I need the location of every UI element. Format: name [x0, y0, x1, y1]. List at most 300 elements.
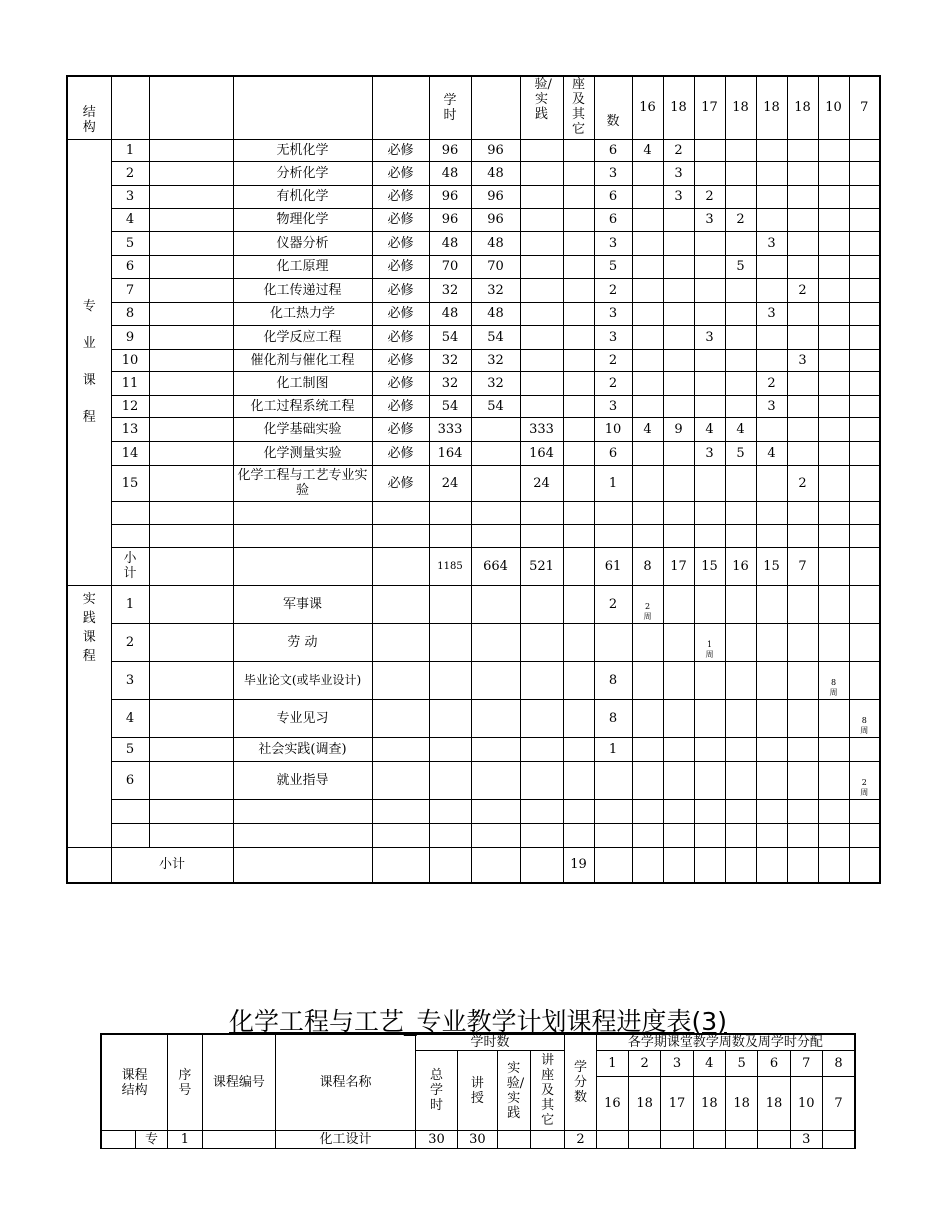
course-type: 必修: [372, 161, 429, 185]
semester-hours: 4: [694, 417, 725, 441]
course-name: 无机化学: [233, 139, 372, 161]
experiment-hours: [520, 278, 563, 302]
semester-weeks: [818, 585, 849, 623]
week-count: 17: [661, 1077, 693, 1131]
other-hours: [563, 185, 594, 208]
course-name: 化工热力学: [233, 302, 372, 325]
other-hours: [563, 441, 594, 465]
semester-hours: [725, 325, 756, 349]
semester-hours: [818, 231, 849, 255]
semester-hours: [694, 349, 725, 371]
course-type: 必修: [372, 465, 429, 501]
semester-hours: [818, 278, 849, 302]
other-hours: [563, 547, 594, 585]
semester-hours: [818, 139, 849, 161]
credits: 6: [594, 185, 632, 208]
semester-number: 3: [661, 1051, 693, 1077]
semester-weeks: [725, 585, 756, 623]
semester-hours: [756, 255, 787, 278]
semester-weeks: [663, 661, 694, 699]
semester-weeks: [849, 661, 880, 699]
semester-hours: [849, 302, 880, 325]
credits: 2: [565, 1131, 596, 1149]
semester-weeks: [663, 623, 694, 661]
week-duration: 1周: [705, 639, 714, 659]
semester-hours: [849, 349, 880, 371]
semester-hours: [818, 325, 849, 349]
week-count: 7: [822, 1077, 855, 1131]
experiment-hours: [520, 185, 563, 208]
lecture-hours: [471, 623, 520, 661]
course-type: [372, 699, 429, 737]
week-duration: 2周: [860, 777, 869, 797]
semester-hours: [694, 395, 725, 417]
week-duration: 8周: [829, 677, 838, 697]
experiment-hours: [520, 371, 563, 395]
semester-hours: 2: [725, 208, 756, 231]
semester-hours: 4: [632, 417, 663, 441]
subtotal-semester-hours: 15: [694, 547, 725, 585]
semester-weeks: [663, 761, 694, 799]
credits: 8: [594, 699, 632, 737]
semester-hours: [663, 278, 694, 302]
semester-hours: [663, 325, 694, 349]
lecture-hours: 54: [471, 395, 520, 417]
total-hours: 54: [429, 325, 471, 349]
semester-hours: [694, 231, 725, 255]
course-code: [149, 623, 233, 661]
semester-weeks: [756, 761, 787, 799]
course-type: [372, 761, 429, 799]
semester-hours: [849, 325, 880, 349]
course-type: 必修: [372, 231, 429, 255]
semester-hours: [694, 139, 725, 161]
total-hours: [429, 623, 471, 661]
semester-number: 5: [725, 1051, 757, 1077]
semester-hours: [818, 395, 849, 417]
table-row: [67, 699, 880, 737]
week-count: 18: [787, 76, 818, 139]
semester-weeks: [725, 661, 756, 699]
semester-hours: [663, 349, 694, 371]
week-count: 18: [758, 1077, 790, 1131]
row-number: 12: [111, 395, 149, 417]
total-hours: [429, 699, 471, 737]
other-hours-header: 讲座及其它: [530, 1051, 564, 1131]
experiment-hours: [520, 623, 563, 661]
experiment-hours: [520, 302, 563, 325]
experiment-hours-header: 实验/实践: [497, 1051, 530, 1131]
course-code: [149, 349, 233, 371]
semester-weeks: [818, 761, 849, 799]
semester-hours: 3: [756, 231, 787, 255]
course-schedule-table-continued: [66, 75, 881, 884]
lecture-hours-header: 讲授: [458, 1051, 497, 1131]
table-row: [67, 325, 880, 349]
table-row: [67, 185, 880, 208]
week-count: 18: [725, 1077, 757, 1131]
course-type: [372, 623, 429, 661]
experiment-hours: [520, 139, 563, 161]
semester-hours: [849, 255, 880, 278]
row-number: 9: [111, 325, 149, 349]
semester-hours: [725, 161, 756, 185]
subtotal-semester-hours: 7: [787, 547, 818, 585]
lecture-hours: [471, 585, 520, 623]
semester-weeks: [849, 699, 880, 737]
semester-hours: 5: [725, 441, 756, 465]
semester-hours: 2: [694, 185, 725, 208]
semester-hours: [694, 371, 725, 395]
experiment-hours: [520, 231, 563, 255]
course-code: [149, 761, 233, 799]
semester-hours: [849, 161, 880, 185]
semester-hours: [632, 231, 663, 255]
experiment-hours: 164: [520, 441, 563, 465]
semester-hours: [849, 441, 880, 465]
lecture-hours: 96: [471, 185, 520, 208]
course-name: 仪器分析: [233, 231, 372, 255]
course-schedule-table-3: [100, 1033, 856, 1149]
semester-weeks: [849, 585, 880, 623]
course-name: [233, 547, 372, 585]
lecture-hours: [471, 737, 520, 761]
subtotal-label: 小计: [111, 847, 233, 883]
other-hours: [563, 349, 594, 371]
course-code: [149, 465, 233, 501]
course-name: 化学测量实验: [233, 441, 372, 465]
semester-hours: [632, 465, 663, 501]
week-duration: 8周: [860, 715, 869, 735]
course-name: 化工过程系统工程: [233, 395, 372, 417]
total-hours: [429, 661, 471, 699]
lecture-hours: [471, 761, 520, 799]
other-hours: [563, 395, 594, 417]
semester-hours: [725, 185, 756, 208]
total-hours: 48: [429, 161, 471, 185]
semester-hours: [632, 208, 663, 231]
course-code: [149, 395, 233, 417]
table-row: [67, 349, 880, 371]
semester-hours: [725, 278, 756, 302]
subtotal-credits: 61: [594, 547, 632, 585]
course-code-header: 课程编号: [202, 1034, 276, 1131]
total-hours: 32: [429, 278, 471, 302]
lecture-hours: [471, 465, 520, 501]
row-number: 1: [111, 139, 149, 161]
lecture-hours: 48: [471, 161, 520, 185]
credits: 2: [594, 585, 632, 623]
semester-hours: [849, 417, 880, 441]
semester-weeks: [632, 761, 663, 799]
course-type: 必修: [372, 278, 429, 302]
table-row: [67, 623, 880, 661]
total-hours: 164: [429, 441, 471, 465]
credits: 5: [594, 255, 632, 278]
row-number: 15: [111, 465, 149, 501]
table-row: [67, 465, 880, 501]
course-type: [372, 547, 429, 585]
course-name: 有机化学: [233, 185, 372, 208]
lecture-header-fragment: 座及其它: [571, 77, 585, 137]
semester-hours: 3: [694, 208, 725, 231]
semester-weeks: [756, 623, 787, 661]
week-duration: 2周: [643, 601, 652, 621]
semester-weeks: [694, 661, 725, 699]
semester-hours: [756, 185, 787, 208]
course-code: [149, 699, 233, 737]
semester-hours: [756, 349, 787, 371]
course-name: 分析化学: [233, 161, 372, 185]
row-number: 2: [111, 623, 149, 661]
total-hours: [429, 737, 471, 761]
lecture-hours: 48: [471, 302, 520, 325]
semester-hours: [756, 417, 787, 441]
semester-hours: 2: [787, 465, 818, 501]
other-hours: [563, 208, 594, 231]
week-count: 16: [596, 1077, 628, 1131]
semester-hours: [632, 278, 663, 302]
semester-hours: [787, 139, 818, 161]
course-name: 催化剂与催化工程: [233, 349, 372, 371]
course-type: 必修: [372, 371, 429, 395]
other-hours: [563, 302, 594, 325]
semester-hours: [818, 417, 849, 441]
semester-hours: 3: [694, 325, 725, 349]
semester-hours: [849, 185, 880, 208]
credits: 3: [594, 302, 632, 325]
total-hours: 333: [429, 417, 471, 441]
row-number: 11: [111, 371, 149, 395]
semester-weeks: [849, 623, 880, 661]
experiment-hours: [520, 761, 563, 799]
semester-weeks: [694, 585, 725, 623]
semester-weeks: [694, 623, 725, 661]
credits: [594, 761, 632, 799]
total-hours: 30: [415, 1131, 457, 1149]
experiment-hours: [520, 208, 563, 231]
course-name: 社会实践(调查): [233, 737, 372, 761]
semester-weeks: [756, 661, 787, 699]
semester-hours: 3: [694, 441, 725, 465]
total-hours: 96: [429, 208, 471, 231]
semester-hours: [694, 302, 725, 325]
lecture-hours: 70: [471, 255, 520, 278]
experiment-hours: [520, 161, 563, 185]
semester-hours: [787, 302, 818, 325]
semester-hours: [694, 465, 725, 501]
semester-hours: [694, 278, 725, 302]
semester-hours: 5: [725, 255, 756, 278]
semester-hours: [694, 161, 725, 185]
total-hours: 96: [429, 185, 471, 208]
course-code: [149, 371, 233, 395]
semester-weeks: [694, 761, 725, 799]
course-name: 化学工程与工艺专业实验: [233, 465, 372, 501]
week-count: 18: [693, 1077, 725, 1131]
other-hours: [563, 737, 594, 761]
week-count: 18: [756, 76, 787, 139]
semester-weeks: [632, 585, 663, 623]
total-hours: 70: [429, 255, 471, 278]
semester-hours: [632, 255, 663, 278]
subtotal-semester-hours: 16: [725, 547, 756, 585]
row-number: 4: [111, 699, 149, 737]
distribution-header: 各学期课堂教学周数及周学时分配: [596, 1034, 855, 1051]
course-name: 化工原理: [233, 255, 372, 278]
total-hours: 48: [429, 302, 471, 325]
semester-hours: [725, 349, 756, 371]
semester-hours: [787, 395, 818, 417]
course-type: 必修: [372, 139, 429, 161]
semester-number: 2: [629, 1051, 661, 1077]
semester-weeks: [632, 699, 663, 737]
semester-hours: [663, 395, 694, 417]
course-type: 必修: [372, 349, 429, 371]
subtotal-semester-hours: 15: [756, 547, 787, 585]
other-hours: [563, 255, 594, 278]
semester-hours: 4: [725, 417, 756, 441]
experiment-hours: [520, 585, 563, 623]
course-name: 化工设计: [276, 1131, 415, 1149]
row-number: 2: [111, 161, 149, 185]
table-row: [67, 161, 880, 185]
semester-hours: [818, 208, 849, 231]
total-hours: 32: [429, 349, 471, 371]
semester-hours: [632, 325, 663, 349]
course-name: 军事课: [233, 585, 372, 623]
course-type: [372, 661, 429, 699]
lecture-hours: 32: [471, 278, 520, 302]
semester-hours: [849, 371, 880, 395]
course-code: [149, 231, 233, 255]
semester-weeks: [818, 661, 849, 699]
semester-number: 6: [758, 1051, 790, 1077]
semester-weeks: [756, 737, 787, 761]
lecture-hours: 54: [471, 325, 520, 349]
week-count: 18: [629, 1077, 661, 1131]
credits-header-fragment: 数: [594, 76, 632, 139]
course-name: 化工制图: [233, 371, 372, 395]
row-number: 3: [111, 661, 149, 699]
semester-hours: [694, 255, 725, 278]
table-row: [67, 737, 880, 761]
other-hours: [563, 699, 594, 737]
row-number: 10: [111, 349, 149, 371]
course-code: [149, 208, 233, 231]
lecture-hours: [471, 417, 520, 441]
course-type: 必修: [372, 325, 429, 349]
table-row: [67, 139, 880, 161]
semester-hours: 2: [756, 371, 787, 395]
semester-hours: [725, 371, 756, 395]
total-hours: [429, 585, 471, 623]
course-name: 化工传递过程: [233, 278, 372, 302]
course-type: 必修: [372, 417, 429, 441]
semester-hours: [787, 371, 818, 395]
hours-header-fragment: 学时: [443, 92, 457, 123]
total-hours: [429, 761, 471, 799]
row-number: 1: [111, 585, 149, 623]
credits-header: 学分数: [565, 1034, 596, 1131]
experiment-hours: [520, 661, 563, 699]
credits: 6: [594, 208, 632, 231]
semester-hours: [787, 255, 818, 278]
subtotal-total-hours: 1185: [429, 547, 471, 585]
subtotal-experiment-hours: 521: [520, 547, 563, 585]
row-number: 5: [111, 231, 149, 255]
course-type: [372, 737, 429, 761]
total-hours: 24: [429, 465, 471, 501]
semester-weeks: [818, 623, 849, 661]
row-number: 13: [111, 417, 149, 441]
course-type: [372, 585, 429, 623]
week-count: 10: [790, 1077, 822, 1131]
semester-weeks: [849, 761, 880, 799]
semester-hours: [787, 185, 818, 208]
other-hours: [563, 139, 594, 161]
experiment-hours: [520, 325, 563, 349]
row-number: 8: [111, 302, 149, 325]
row-number: 3: [111, 185, 149, 208]
table-row: [67, 441, 880, 465]
semester-hours: [756, 208, 787, 231]
semester-weeks: [787, 623, 818, 661]
lecture-hours: 96: [471, 139, 520, 161]
lecture-hours: 30: [458, 1131, 497, 1149]
semester-hours: 3: [756, 302, 787, 325]
course-code: [149, 161, 233, 185]
section-practice-courses: 实践课程: [67, 585, 111, 847]
semester-weeks: [725, 761, 756, 799]
lecture-hours: 48: [471, 231, 520, 255]
semester-7-hours: 3: [790, 1131, 822, 1149]
semester-number: 8: [822, 1051, 855, 1077]
experiment-header-fragment: 验/实践: [534, 77, 552, 122]
semester-hours: [818, 255, 849, 278]
week-count: 7: [849, 76, 880, 139]
experiment-hours: [520, 699, 563, 737]
week-count: 18: [725, 76, 756, 139]
course-type: 必修: [372, 441, 429, 465]
semester-hours: [849, 231, 880, 255]
subtotal-semester-hours: [849, 547, 880, 585]
other-hours: [563, 417, 594, 441]
semester-hours: [663, 371, 694, 395]
blank-row: [67, 799, 880, 823]
semester-hours: 3: [663, 161, 694, 185]
total-hours-header: 总学时: [415, 1051, 457, 1131]
credits: 3: [594, 395, 632, 417]
lecture-hours: 32: [471, 371, 520, 395]
row-number: 4: [111, 208, 149, 231]
semester-hours: [756, 161, 787, 185]
other-hours: [563, 278, 594, 302]
course-type: 必修: [372, 185, 429, 208]
other-hours: [563, 231, 594, 255]
course-code: [149, 325, 233, 349]
semester-hours: 2: [663, 139, 694, 161]
semester-weeks: [849, 737, 880, 761]
semester-weeks: [694, 699, 725, 737]
experiment-hours: [520, 737, 563, 761]
row-number: 6: [111, 255, 149, 278]
semester-hours: [787, 231, 818, 255]
credits: 8: [594, 661, 632, 699]
other-hours: [563, 661, 594, 699]
semester-weeks: [694, 737, 725, 761]
semester-weeks: [632, 623, 663, 661]
